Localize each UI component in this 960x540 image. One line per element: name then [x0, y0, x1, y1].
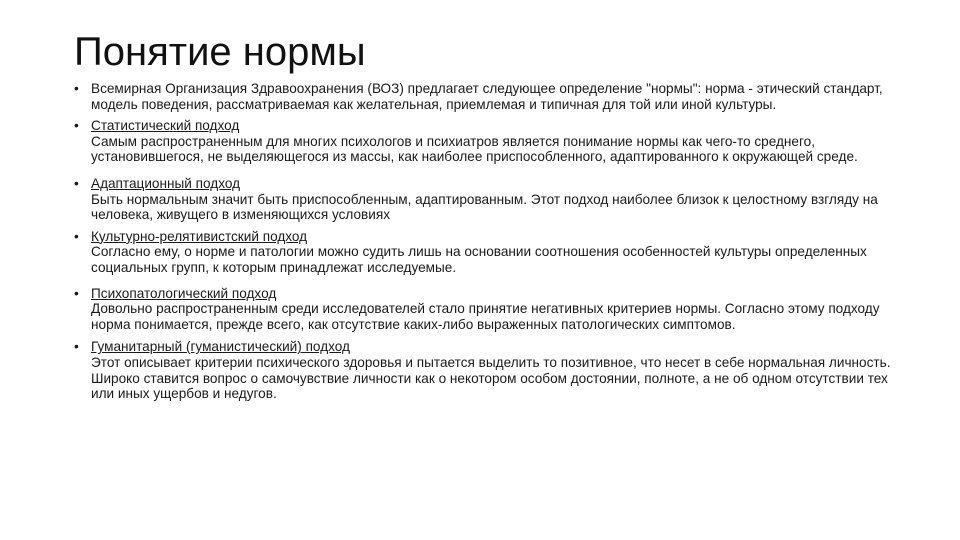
approach-text: Согласно ему, о норме и патологии можно судить лишь на основании соотношения особенностей культуры определенных социальных групп, к которым принадлежат исследуемые. — [91, 244, 867, 275]
intro-text: • Всемирная Организация Здравоохранения (ВОЗ) предлагает следующее определение "нормы": норма - этический стандарт, модель поведения, рассматриваемая как желательная, приемлемая и типичная для той или иной культуры. — [91, 81, 883, 112]
approach-heading: • Культурно-релятивистский подход — [91, 228, 308, 244]
approach-text: Довольно распространенным среди исследователей стало принятие негативных критериев нормы. Согласно этому подходу норма понимается, прежде всего, как отсутствие каких-либо выраженных патологических симптомов. — [91, 301, 880, 332]
bullet-statistical — [74, 118, 896, 165]
bullet-intro — [74, 81, 896, 112]
slide-title: Понятие нормы — [74, 30, 366, 74]
approach-heading: • Адаптационный подход — [91, 175, 241, 191]
bullet-cultural — [74, 229, 896, 276]
bullet-humanistic — [74, 339, 896, 401]
bullet-adaptive — [74, 176, 896, 223]
approach-heading: • Психопатологический подход — [91, 285, 277, 301]
approach-text: Этот описывает критерии психического здоровья и пытается выделить то позитивное, что несет в себе нормальная личность. Широко ставится вопрос о самочувствие личности как о некотором особом достоянии, полноте, а не об одном отсутствии тех или иных ущербов и недугов. — [91, 354, 891, 402]
approach-text: Быть нормальным значит быть приспособленным, адаптированным. Этот подход наиболее близок к целостному взгляду на человека, живущего в изменяющихся условиях — [91, 191, 878, 223]
approach-text: Самым распространенным для многих психологов и психиатров является понимание нормы как чего-то среднего, установившегося, не выделяющегося из массы, как наиболее приспособленного, адаптированного к окружающей среде. — [91, 133, 858, 165]
bullet-psychopathological — [74, 286, 896, 333]
approach-heading: • Гуманитарный (гуманистический) подход — [91, 339, 350, 355]
bullet-list — [74, 81, 896, 402]
approach-heading: • Статистический подход — [91, 118, 240, 134]
